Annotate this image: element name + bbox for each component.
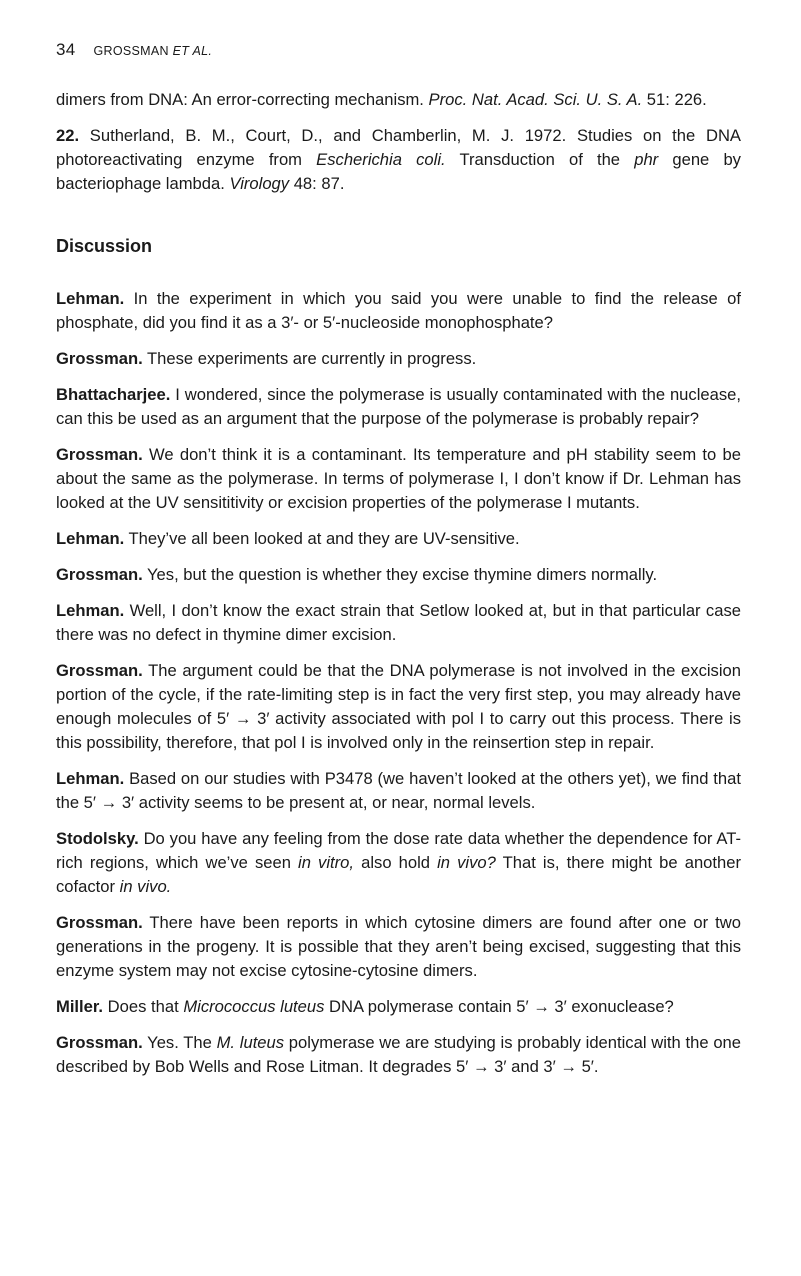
discussion-entry (56, 827, 741, 899)
references-block (56, 88, 741, 196)
running-head-authors (94, 44, 213, 58)
remark: I wondered, since the polymerase is usually contaminated with the nuclease, can this be used as an argument that the purpose of the polymerase is probably repair? (56, 385, 741, 428)
reference-number: 22. (56, 126, 80, 145)
reference-continued (56, 88, 741, 112)
speaker: Grossman. (56, 565, 143, 584)
reference-text: Transduction of the (445, 150, 635, 169)
speaker: Stodolsky. (56, 829, 139, 848)
remark: There have been reports in which cytosine dimers are found after one or two generations in the progeny. It is possible that they aren’t being excised, suggesting that this enzyme system may not excise cytosine-cytosine dimers. (56, 913, 741, 980)
reference-text: 48: 87. (289, 174, 345, 193)
discussion-entry (56, 995, 741, 1019)
discussion-entry (56, 563, 741, 587)
remark: The argument could be that the DNA polymerase is not involved in the excision portion of the cycle, if the rate-limiting step is in fact the very first step, you may already have enough molecules of 5′ → 3′ activity associated with pol I to carry out this process. There is this possibility, therefore, that pol I is involved only in the reinsertion step in repair. (56, 661, 742, 752)
speaker: Lehman. (56, 529, 125, 548)
remark: Do you have any feeling from the dose rate data whether the dependence for AT-rich regions, which we’ve seen (56, 829, 741, 872)
remark: Does that (107, 997, 184, 1016)
discussion-entry (56, 527, 741, 551)
reference-text: gene by bacteriophage lambda. (56, 150, 741, 193)
discussion-entry (56, 1031, 741, 1079)
remark: In the experiment in which you said you were unable to find the release of phosphate, did you find it as a 3′- or 5′-nucleoside monophosphate? (56, 289, 741, 332)
speaker: Lehman. (56, 601, 125, 620)
reference-journal: Proc. Nat. Acad. Sci. U. S. A. (428, 90, 643, 109)
speaker: Lehman. (56, 769, 125, 788)
remark: These experiments are currently in progress. (147, 349, 477, 368)
discussion-entry (56, 659, 741, 755)
remark-italic: in vitro, (298, 853, 355, 872)
discussion-entry (56, 599, 741, 647)
speaker: Bhattacharjee. (56, 385, 171, 404)
reference-gene: phr (634, 150, 659, 169)
remark: polymerase we are studying is probably identical with the one described by Bob Wells and Rose Litman. It degrades 5′ → 3′ and 3′ → 5′. (56, 1033, 742, 1076)
reference-text: dimers from DNA: An error-correcting mechanism. (56, 90, 429, 109)
discussion-entry (56, 443, 741, 515)
discussion-entry (56, 767, 741, 815)
remark: Based on our studies with P3478 (we haven’t looked at the others yet), we find that the 5′ → 3′ activity seems to be present at, or near, normal levels. (56, 769, 741, 812)
discussion-entry (56, 287, 741, 335)
remark: We don’t think it is a contaminant. Its temperature and pH stability seem to be about the same as the polymerase. In terms of polymerase I, I don’t know if Dr. Lehman has looked at the UV sensititivity or excision properties of the polymerase I mutants. (56, 445, 741, 512)
remark: Yes, but the question is whether they excise thymine dimers normally. (147, 565, 658, 584)
running-head-et-al: ET AL. (172, 44, 213, 58)
page (56, 40, 741, 1091)
speaker: Grossman. (56, 1033, 143, 1052)
remark: DNA polymerase contain 5′ → 3′ exonuclease? (324, 997, 674, 1016)
reference-organism: Escherichia coli. (316, 150, 446, 169)
reference-text: 51: 226. (642, 90, 707, 109)
speaker: Grossman. (56, 445, 143, 464)
discussion-block (56, 287, 741, 1079)
remark-italic: in vivo? (437, 853, 496, 872)
running-head-author: GROSSMAN (93, 44, 169, 58)
remark-italic: M. luteus (216, 1033, 285, 1052)
remark-italic: in vivo. (119, 877, 172, 896)
remark: That is, there might be another cofactor (56, 853, 742, 896)
reference-text: Sutherland, B. M., Court, D., and Chamberlin, M. J. 1972. Studies on the DNA photoreactivating enzyme from (56, 126, 741, 169)
remark: Well, I don’t know the exact strain that Setlow looked at, but in that particular case there was no defect in thymine dimer excision. (56, 601, 741, 644)
remark-italic: Micrococcus luteus (183, 997, 325, 1016)
remark: They’ve all been looked at and they are UV-sensitive. (128, 529, 520, 548)
discussion-entry (56, 383, 741, 431)
reference-journal: Virology (229, 174, 290, 193)
discussion-entry (56, 911, 741, 983)
speaker: Lehman. (56, 289, 125, 308)
speaker: Grossman. (56, 349, 143, 368)
discussion-entry (56, 347, 741, 371)
speaker: Grossman. (56, 913, 143, 932)
speaker: Grossman. (56, 661, 143, 680)
page-number: 34 (56, 40, 76, 59)
running-head (56, 40, 741, 88)
reference-22 (56, 124, 741, 196)
section-title: Discussion (56, 236, 153, 256)
remark: also hold (354, 853, 438, 872)
remark: Yes. The (147, 1033, 217, 1052)
speaker: Miller. (56, 997, 104, 1016)
